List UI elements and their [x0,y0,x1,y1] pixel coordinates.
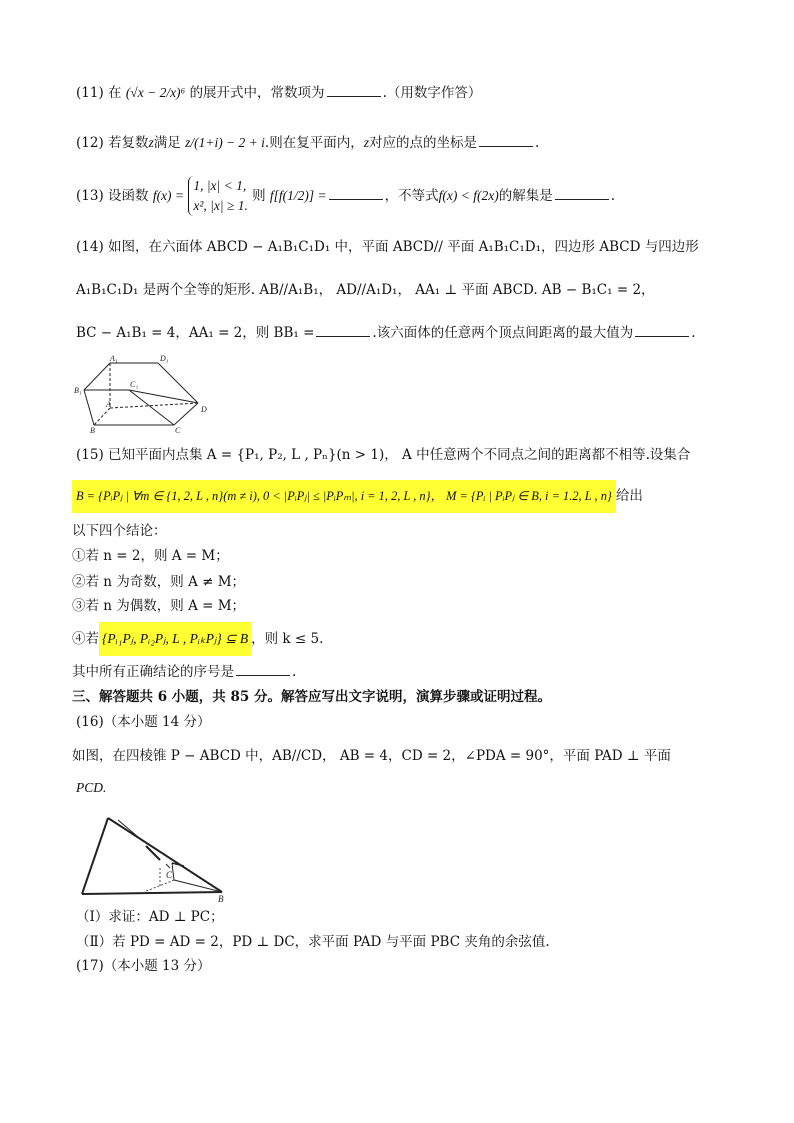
question-16-line-1: 如图，在四棱锥 P − ABCD 中，AB//CD， AB = 4，CD = 2，∠PDA = 90°，平面 PAD ⊥ 平面 [72,748,671,764]
question-15-line-4 [72,662,296,682]
text: 其中所有正确结论的序号是 [72,664,234,680]
hexahedron-figure [74,352,214,434]
text: 对应的点的坐标是 [368,135,477,151]
question-11 [76,83,481,103]
pyramid-figure [74,812,234,904]
text: 给出 [615,488,643,504]
label-D1: D₁ [160,354,169,363]
answer-blank [327,83,381,97]
variable: z [363,135,369,150]
conclusion-3: ③若 n 为偶数，则 A = M； [72,598,246,614]
conclusion-1: ①若 n = 2，则 A = M； [72,548,229,564]
highlighted-set-definition: B = {PᵢPⱼ | ∀m ∈ {1, 2, L , n}(m ≠ i), 0 < |PᵢPⱼ| ≤ |PᵢPₘ|, i = 1, 2, L , n}， M = {Pᵢ | PᵢPⱼ ∈ B, i = 1.2, L , n} [72,480,616,513]
piecewise-case: 1, |x| < 1, [193,178,247,193]
composite-expression: f[f(1/2)] = [269,188,327,203]
question-number: (12) [76,135,104,151]
text: .该六面体的任意两个顶点间距离的最大值为 [372,325,634,341]
question-15-line-3: 以下四个结论： [72,523,167,539]
text: BC − A₁B₁ = 4，AA₁ = 2，则 BB₁ = [76,325,315,341]
text: ，不等式 [384,188,439,204]
text: 的展开式中，常数项为 [189,85,325,101]
label-D: D [201,405,207,414]
text: . [691,325,696,341]
conclusion-2: ②若 n 为奇数，则 A ≠ M； [72,574,246,590]
text: . [534,135,540,151]
function-label: f(x) = [152,188,185,203]
text: ，则 k ≤ 5. [251,631,324,647]
question-14-line-2: A₁B₁C₁D₁ 是两个全等的矩形. AB//A₁B₁， AD//A₁D₁， AA₁ ⊥ 平面 ABCD. AB − B₁C₁ = 2， [76,282,655,298]
question-16-part-1: （Ⅰ）求证：AD ⊥ PC； [76,909,224,925]
question-12 [76,133,539,153]
label-B1: B₁ [74,386,82,395]
section-heading: 三、解答题共 6 小题，共 85 分。解答应写出文字说明，演算步骤或证明过程。 [72,689,551,705]
label-A1: A₁ [110,354,118,363]
binomial-expression: (√x − 2/x)⁶ [125,85,186,100]
conclusion-4 [72,622,323,656]
text: .则在复平面内， [264,135,364,151]
text: ④若 [72,631,99,647]
text: .（用数字作答） [382,85,482,101]
question-15-line-1: (15) 已知平面内点集 A = {P₁, P₂, L , Pₙ}(n > 1)， A 中任意两个不同点之间的距离都不相等.设集合 [76,447,691,463]
variable: z [148,135,154,150]
answer-blank [635,323,689,337]
complex-expression: z/(1+i) − 2 + i [185,135,265,150]
label-A: A [106,400,111,409]
question-number: (13) [76,188,104,204]
highlighted-subset: {Pᵢ₁Pⱼ, Pᵢ₂Pⱼ, L , PᵢₖPⱼ} ⊆ B [99,622,251,656]
piecewise-case: x², |x| ≥ 1. [193,198,248,213]
inequality: f(x) < f(2x) [438,188,499,203]
text: 若复数 [108,135,149,151]
question-14-line-3 [76,323,696,343]
text: 在 [108,85,122,101]
answer-blank [236,662,290,676]
answer-blank [479,133,533,147]
label-C: C [175,426,181,434]
text: . [292,664,297,680]
question-13 [76,176,615,220]
answer-blank [555,186,609,200]
text: 则 [252,188,266,204]
label-B: B [218,894,224,904]
question-number: (11) [76,85,104,101]
answer-blank [329,186,383,200]
label-C: C [166,870,173,880]
piecewise-brace [188,176,248,216]
text: . [610,188,616,204]
answer-blank [316,323,370,337]
question-16-part-2: （Ⅱ）若 PD = AD = 2，PD ⊥ DC，求平面 PAD 与平面 PBC 夹角的余弦值. [76,934,550,950]
text: 满足 [153,135,181,151]
question-16-header: (16)（本小题 14 分） [76,714,211,730]
label-C1: C₁ [130,380,139,389]
text: 的解集是 [498,188,553,204]
question-16-line-2: PCD. [76,780,107,795]
question-17-header: (17)（本小题 13 分） [76,958,211,974]
text: 设函数 [108,188,149,204]
question-14-line-1: (14) 如图，在六面体 ABCD − A₁B₁C₁D₁ 中，平面 ABCD// 平面 A₁B₁C₁D₁，四边形 ABCD 与四边形 [76,239,699,255]
label-B: B [90,426,95,434]
question-15-line-2 [72,480,643,513]
